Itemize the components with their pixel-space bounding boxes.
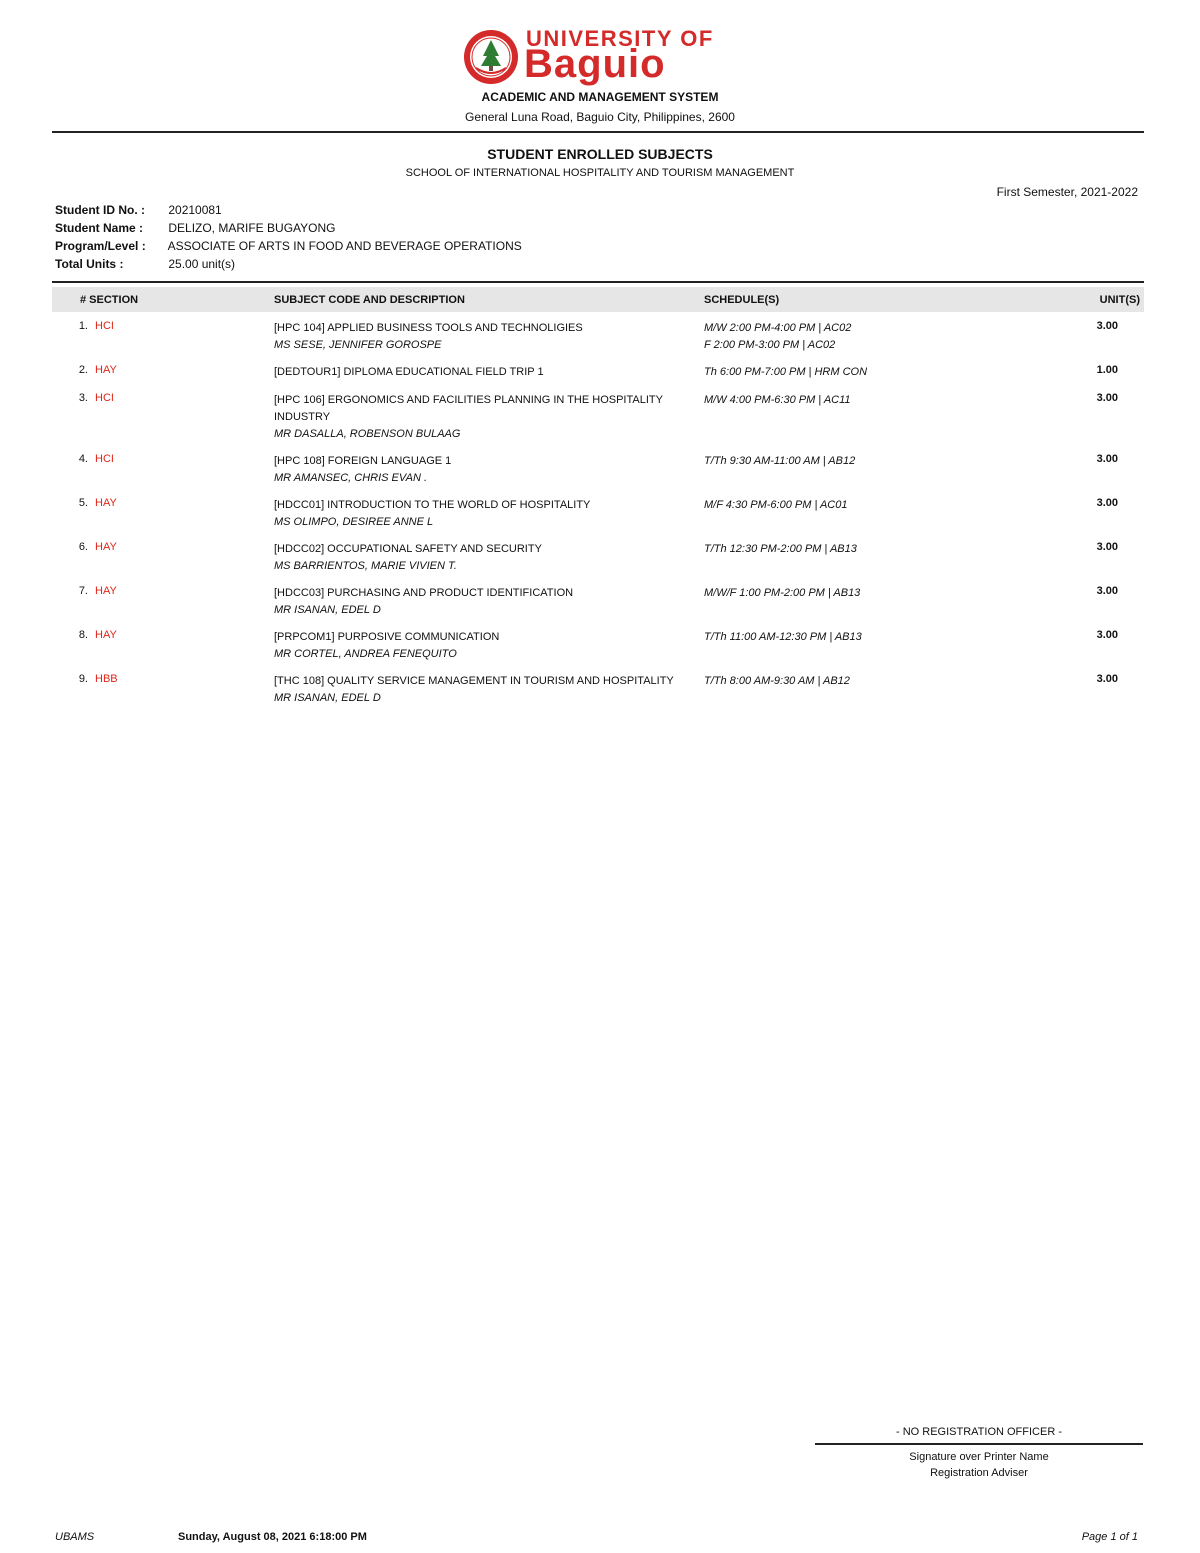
footer-print-date: Sunday, August 08, 2021 6:18:00 PM — [178, 1531, 367, 1543]
header-schedule: SCHEDULE(S) — [704, 294, 780, 306]
row-units: 3.00 — [1096, 629, 1118, 641]
signature-line — [815, 1443, 1143, 1445]
row-schedule — [704, 541, 994, 558]
row-subject — [274, 673, 704, 707]
row-subject — [274, 364, 704, 381]
row-section: HAY — [95, 541, 117, 553]
schedule-line: M/F 4:30 PM-6:00 PM | AC01 — [704, 499, 848, 511]
subject-description-cont: INDUSTRY — [274, 411, 331, 423]
signature-role: Registration Adviser — [930, 1467, 1028, 1479]
program-value: ASSOCIATE OF ARTS IN FOOD AND BEVERAGE OPERATIONS — [167, 239, 522, 253]
row-units: 3.00 — [1096, 585, 1118, 597]
header-units: UNIT(S) — [1099, 294, 1140, 306]
logo-text-main: Baguio — [524, 42, 666, 86]
total-units-value: 25.00 unit(s) — [168, 257, 236, 271]
row-section: HAY — [95, 585, 117, 597]
row-number: 5. — [78, 497, 88, 509]
row-units: 3.00 — [1096, 673, 1118, 685]
university-logo — [462, 26, 714, 86]
row-schedule — [704, 320, 994, 354]
faculty-name: MR DASALLA, ROBENSON BULAAG — [274, 428, 461, 440]
row-number: 6. — [78, 541, 88, 553]
row-number: 2. — [78, 364, 88, 376]
row-number: 3. — [78, 392, 88, 404]
schedule-line: Th 6:00 PM-7:00 PM | HRM CON — [704, 366, 868, 378]
subject-description: [DEDTOUR1] DIPLOMA EDUCATIONAL FIELD TRIP 1 — [274, 366, 544, 378]
row-section: HAY — [95, 497, 117, 509]
row-subject — [274, 392, 704, 443]
row-number: 1. — [78, 320, 88, 332]
header-subject: SUBJECT CODE AND DESCRIPTION — [274, 294, 465, 306]
registration-officer: - NO REGISTRATION OFFICER - — [895, 1426, 1062, 1438]
program-label: Program/Level : — [55, 239, 146, 253]
row-schedule — [704, 585, 994, 602]
university-seal-icon — [462, 28, 520, 86]
row-units: 3.00 — [1096, 320, 1118, 332]
table-header — [52, 287, 1144, 312]
row-number: 8. — [78, 629, 88, 641]
schedule-line: T/Th 11:00 AM-12:30 PM | AB13 — [704, 631, 862, 643]
row-subject — [274, 585, 704, 619]
row-schedule — [704, 673, 994, 690]
schedule-line: T/Th 12:30 PM-2:00 PM | AB13 — [704, 543, 857, 555]
faculty-name: MR CORTEL, ANDREA FENEQUITO — [274, 648, 457, 660]
schedule-line: T/Th 9:30 AM-11:00 AM | AB12 — [704, 455, 856, 467]
document-title: STUDENT ENROLLED SUBJECTS — [487, 146, 713, 162]
subject-description: [THC 108] QUALITY SERVICE MANAGEMENT IN TOURISM AND HOSPITALITY — [274, 675, 674, 687]
row-schedule — [704, 497, 994, 514]
total-units-label: Total Units : — [55, 257, 124, 271]
student-name-row — [55, 221, 335, 235]
schedule-line: F 2:00 PM-3:00 PM | AC02 — [704, 339, 836, 351]
schedule-line: M/W 4:00 PM-6:30 PM | AC11 — [704, 394, 851, 406]
subject-description: [HPC 106] ERGONOMICS AND FACILITIES PLANNING IN THE HOSPITALITY — [274, 394, 663, 406]
row-schedule — [704, 629, 994, 646]
student-id-row — [55, 203, 222, 217]
row-subject — [274, 497, 704, 531]
row-units: 1.00 — [1096, 364, 1118, 376]
schedule-line: T/Th 8:00 AM-9:30 AM | AB12 — [704, 675, 850, 687]
student-id-value: 20210081 — [168, 203, 222, 217]
row-number: 7. — [78, 585, 88, 597]
subject-description: [HDCC02] OCCUPATIONAL SAFETY AND SECURITY — [274, 543, 542, 555]
info-divider — [52, 281, 1144, 283]
row-schedule — [704, 453, 994, 470]
row-schedule — [704, 364, 994, 381]
row-units: 3.00 — [1096, 453, 1118, 465]
row-units: 3.00 — [1096, 497, 1118, 509]
schedule-line: M/W 2:00 PM-4:00 PM | AC02 — [704, 322, 852, 334]
row-section: HCI — [95, 453, 114, 465]
row-section: HBB — [95, 673, 118, 685]
semester: First Semester, 2021-2022 — [996, 185, 1138, 199]
row-units: 3.00 — [1096, 392, 1118, 404]
subject-description: [HDCC01] INTRODUCTION TO THE WORLD OF HOSPITALITY — [274, 499, 591, 511]
schedule-line: M/W/F 1:00 PM-2:00 PM | AB13 — [704, 587, 861, 599]
total-units-row — [55, 257, 235, 271]
subject-description: [HPC 108] FOREIGN LANGUAGE 1 — [274, 455, 452, 467]
row-number: 4. — [78, 453, 88, 465]
faculty-name: MR AMANSEC, CHRIS EVAN . — [274, 472, 428, 484]
system-name: ACADEMIC AND MANAGEMENT SYSTEM — [481, 90, 719, 104]
school-name: SCHOOL OF INTERNATIONAL HOSPITALITY AND TOURISM MANAGEMENT — [405, 167, 795, 179]
row-subject — [274, 541, 704, 575]
row-subject — [274, 320, 704, 354]
subject-description: [HDCC03] PURCHASING AND PRODUCT IDENTIFICATION — [274, 587, 574, 599]
row-number: 9. — [78, 673, 88, 685]
header-divider — [52, 131, 1144, 133]
row-section: HAY — [95, 364, 117, 376]
student-id-label: Student ID No. : — [55, 203, 145, 217]
faculty-name: MS BARRIENTOS, MARIE VIVIEN T. — [274, 560, 457, 572]
row-section: HCI — [95, 320, 114, 332]
row-section: HCI — [95, 392, 114, 404]
footer-page-number: Page 1 of 1 — [1081, 1531, 1138, 1543]
faculty-name: MS OLIMPO, DESIREE ANNE L — [274, 516, 434, 528]
row-schedule — [704, 392, 994, 409]
faculty-name: MR ISANAN, EDEL D — [274, 604, 381, 616]
student-name-label: Student Name : — [55, 221, 144, 235]
row-section: HAY — [95, 629, 117, 641]
header-section: # SECTION — [80, 294, 139, 306]
student-name-value: DELIZO, MARIFE BUGAYONG — [168, 221, 336, 235]
subject-description: [HPC 104] APPLIED BUSINESS TOOLS AND TECHNOLIGIES — [274, 322, 583, 334]
row-subject — [274, 453, 704, 487]
row-subject — [274, 629, 704, 663]
footer-system: UBAMS — [55, 1531, 95, 1543]
subject-description: [PRPCOM1] PURPOSIVE COMMUNICATION — [274, 631, 500, 643]
university-address: General Luna Road, Baguio City, Philippines, 2600 — [465, 110, 735, 124]
row-units: 3.00 — [1096, 541, 1118, 553]
faculty-name: MS SESE, JENNIFER GOROSPE — [274, 339, 442, 351]
logo-text-top: UNIVERSITY OF — [526, 26, 714, 51]
signature-label: Signature over Printer Name — [909, 1451, 1049, 1463]
faculty-name: MR ISANAN, EDEL D — [274, 692, 381, 704]
program-row — [55, 239, 522, 253]
